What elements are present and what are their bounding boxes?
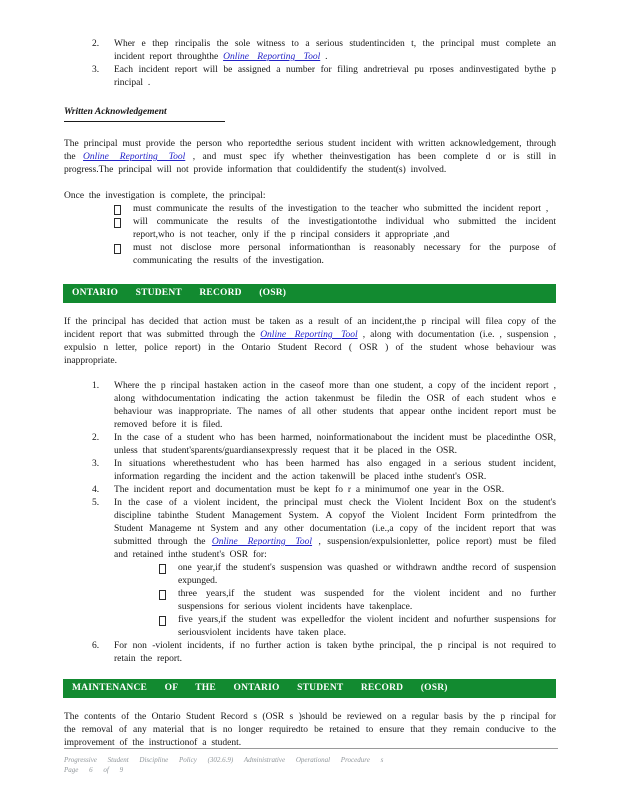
box-bullet-icon [159,590,166,600]
investigation-bullet-list [114,203,556,268]
numbered-list-item [92,497,556,640]
bullet-item-text: one year,if the student's suspension was quashed or withdrawn andthe record of suspension expunged. [178,563,556,586]
numbered-list-item [92,380,556,432]
numbered-list-item [92,38,556,64]
list-item-number: 3. [92,459,100,469]
page-footer [64,748,558,775]
list-item-text: Where the p rincipal hastaken action in the caseof more than one student, a copy of the incident report , along withdocumentation indicating the action takenmust be filedin the OSR of each student whos e behaviour was inappropriate. The names of all other students that appear onthe incident report must be removed before it is filed. [114,381,556,430]
list-item-number: 1. [92,381,100,391]
online-reporting-tool-link[interactable]: Online Reporting Tool [83,152,186,162]
online-reporting-tool-link[interactable]: Online Reporting Tool [211,537,313,547]
online-reporting-tool-link[interactable]: Online Reporting Tool [260,330,358,340]
list-item-text: In situations wherethestudent who has been harmed has also engaged in a serious student incident, information regarding the incident and the action takenwill be placed inthe student's OSR. [114,459,556,482]
list-item-number: 2. [92,433,100,443]
numbered-list-item [92,484,556,497]
list-item-text: In the case of a violent incident, the principal must check the Violent Incident Box on the student's discipline tabinthe Student Management System. A copyof the Violent Incident Form printedfrom the Student Manageme nt System and any other documentation (i.e.,a copy of the incident report that was submitted through the Online Reporting Tool , suspension/expulsionletter, police report) must be filed and retained inthe student's OSR for: one year,if the student's suspension was quashed or withdrawn andthe record of suspension expunged. three years,if the student was suspended for the violent incident and no further suspensions for serious violent incidents have takenplace. five years,if the student was expelledfor the violent incident and nofurther suspensions for seriousviolent incidents have taken place. [114,498,556,638]
sub-bullet-list [159,562,556,640]
bullet-item [114,242,556,268]
numbered-list-item [92,640,556,666]
acknowledgement-paragraph: The principal must provide the person who reportedthe serious student incident with written acknowledgement, through the Online Reporting Tool , and must spec ify whether theinvestigation has been complete d or is still in progress.The principal will not provide information that couldidentify the student(s) involved. [64,139,557,175]
bullet-item-text: three years,if the student was suspended for the violent incident and no further suspensions for serious violent incidents have takenplace. [178,589,556,612]
bullet-item [114,203,556,216]
box-bullet-icon [114,244,121,254]
numbered-list-item [92,458,556,484]
maintenance-paragraph: The contents of the Ontario Student Record s (OSR s )should be reviewed on a regular basis by the p rincipal for the removal of any material that is no longer requiredto be retained to ensure that they remain conducive to the improvement of the instructionof a student. [64,712,556,748]
list-item-number: 2. [92,39,100,49]
top-numbered-list [92,38,556,90]
bullet-item-text: five years,if the student was expelledfor the violent incident and nofurther suspensions for seriousviolent incidents have taken place. [178,615,556,638]
list-item-number: 4. [92,485,100,495]
osr-numbered-list [92,380,556,666]
box-bullet-icon [159,564,166,574]
bullet-item-text: must not disclose more personal informationthan is reasonably necessary for the purpose of communicating the results of the investigation. [133,243,556,266]
bullet-item [114,216,556,242]
footer-document-title: Progressive Student Discipline Policy (302.6.9) Administrative Operational Procedure s [64,756,384,764]
bullet-item [159,588,556,614]
written-acknowledgement-heading [64,106,556,122]
bullet-item-text: will communicate the results of the investigationtothe individual who submitted the incident report,who is not teacher, only if the p rincipal considers it appropriate ,and [133,217,556,240]
online-reporting-tool-link[interactable]: Online Reporting Tool [223,52,321,62]
list-item-text: For non -violent incidents, if no further action is taken bythe principal, the p rincipal is not required to retain the report. [114,641,556,664]
written-acknowledgement-heading-text: Written Acknowledgement [64,106,225,122]
box-bullet-icon [159,616,166,626]
list-item-number: 6. [92,641,100,651]
section-bar-ontario-student-record: ONTARIO STUDENT RECORD (OSR) [63,284,556,303]
numbered-list-item [92,432,556,458]
bullet-item [159,562,556,588]
box-bullet-icon [114,205,121,215]
section-bar-maintenance-osr: MAINTENANCE OF THE ONTARIO STUDENT RECORD (OSR) [63,679,556,698]
list-item-text: In the case of a student who has been harmed, noinformationabout the incident must be placedinthe OSR, unless that student'sparents/guardiansexpressly request that it be placed in the OSR. [114,433,556,456]
list-item-text: The incident report and documentation must be kept fo r a minimumof one year in the OSR. [114,485,505,495]
numbered-list-item [92,64,556,90]
investigation-complete-paragraph: Once the investigation is complete, the principal: [64,191,266,201]
box-bullet-icon [114,218,121,228]
bullet-item-text: must communicate the results of the investigation to the teacher who submitted the incident report , [133,204,549,214]
osr-intro-paragraph: If the principal has decided that action must be taken as a result of an incident,the p rincipal will filea copy of the incident report that was submitted through the Online Reporting Tool , along with documentation (i.e. , suspension , expulsio n letter, police report) in the Ontario Student Record ( OSR ) of the student whose behaviour was inappropriate. [64,317,557,366]
list-item-text: Wher e thep rincipalis the sole witness to a serious studentinciden t, the principal must complete an incident report throughthe Online Reporting Tool . [114,39,556,62]
list-item-number: 3. [92,65,100,75]
bullet-item [159,614,556,640]
list-item-number: 5. [92,498,100,508]
list-item-text: Each incident report will be assigned a number for filing andretrieval pu rposes andinvestigated bythe p rincipal . [114,65,556,88]
footer-page-number: Page 6 of 9 [64,766,124,774]
